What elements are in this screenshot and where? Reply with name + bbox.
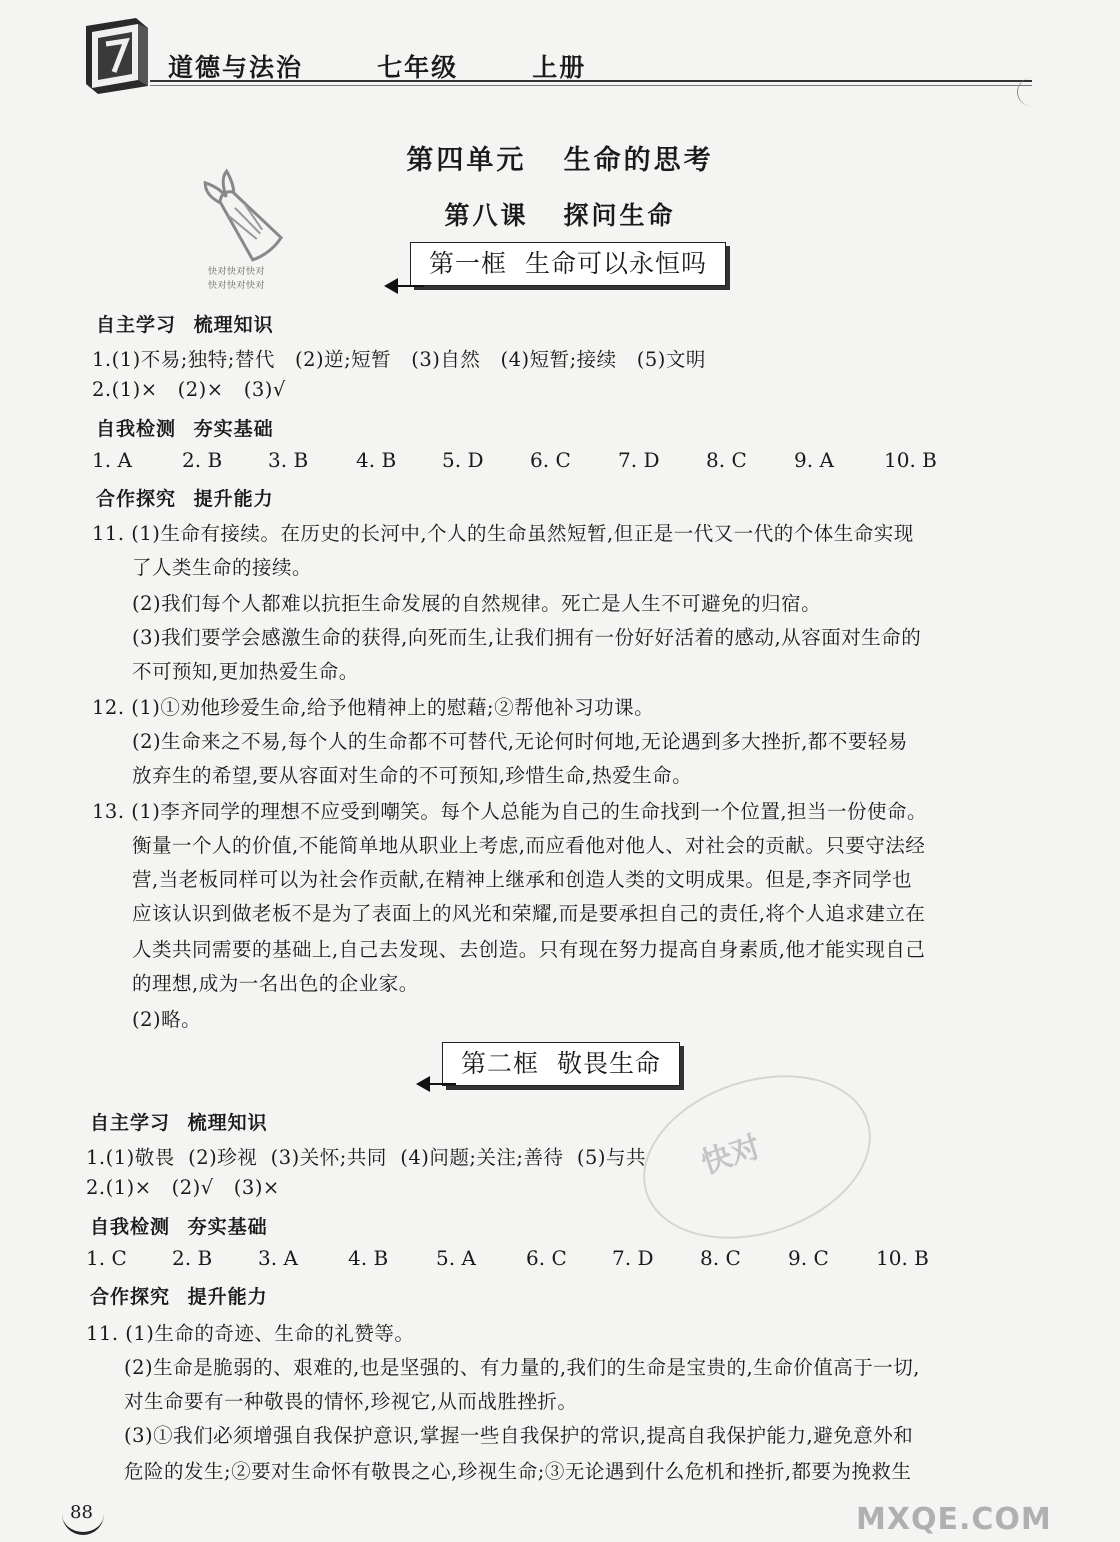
mcq-answer: 7. D (618, 448, 660, 472)
book-logo-icon (76, 14, 154, 94)
site-watermark: MXQE.COM (856, 1502, 1052, 1537)
answer-line: 人类共同需要的基础上,自己去发现、去创造。只有现在努力提高自身素质,他才能实现自己 (132, 938, 926, 961)
frame1-self-study-heading: 自主学习 梳理知识 (96, 314, 274, 336)
page-curl (1017, 78, 1032, 106)
answer-line: 营,当老板同样可以为社会作贡献,在精神上继承和创造人类的文明成果。但是,李齐同学也 (132, 868, 913, 891)
answer-line: 12. (1)①劝他珍爱生命,给予他精神上的慰藉;②帮他补习功课。 (92, 696, 655, 719)
frame2-explore-heading: 合作探究 提升能力 (90, 1286, 268, 1308)
mcq-answer: 8. C (706, 448, 747, 472)
answer-line: 应该认识到做老板不是为了表面上的风光和荣耀,而是要承担自己的责任,将个人追求建立在 (132, 902, 926, 925)
frame2-self-study-line: 1.(1)敬畏 (2)珍视 (3)关怀;共同 (4)问题;关注;善待 (5)与共 (86, 1146, 647, 1169)
mcq-answer: 5. A (436, 1246, 476, 1270)
mcq-answer: 4. B (356, 448, 397, 472)
mcq-answer: 1. C (86, 1246, 127, 1270)
book-title: 道德与法治 七年级 上册 (168, 53, 587, 82)
section-frame-2-title: 第二框 敬畏生命 (442, 1042, 680, 1086)
sticker-caption-1: 快对快对快对 (208, 267, 266, 277)
answer-line: (2)我们每个人都难以抗拒生命发展的自然规律。死亡是人生不可避免的归宿。 (132, 592, 822, 615)
mcq-answer: 2. B (172, 1246, 213, 1270)
lesson-title: 第八课 探问生命 (444, 201, 676, 230)
frame1-explore-heading: 合作探究 提升能力 (96, 488, 274, 510)
answer-line: 对生命要有一种敬畏的情怀,珍视它,从而战胜挫折。 (124, 1390, 578, 1413)
unit-title: 第四单元 生命的思考 (406, 145, 714, 176)
frame2-check-heading: 自我检测 夯实基础 (90, 1216, 268, 1238)
answer-line: (2)生命来之不易,每个人的生命都不可替代,无论何时何地,无论遇到多大挫折,都不要轻易 (132, 730, 908, 753)
mcq-answer: 1. A (92, 448, 132, 472)
frame1-check-heading: 自我检测 夯实基础 (96, 418, 274, 440)
mcq-answer: 3. B (268, 448, 309, 472)
mcq-answer: 3. A (258, 1246, 298, 1270)
frame2-mcq-answers (86, 1246, 966, 1274)
section-frame-1-title: 第一框 生命可以永恒吗 (410, 242, 726, 286)
mcq-answer: 9. A (794, 448, 834, 472)
arrow-left-icon (384, 276, 424, 296)
mcq-answer: 10. B (884, 448, 937, 472)
sticker-caption-2: 快对快对快对 (208, 281, 266, 291)
mcq-answer: 7. D (612, 1246, 654, 1270)
mcq-answer: 9. C (788, 1246, 829, 1270)
frame1-self-study-line: 2.(1)× (2)× (3)√ (92, 378, 286, 401)
answer-line: 放弃生的希望,要从容面对生命的不可预知,珍惜生命,热爱生命。 (132, 764, 693, 787)
answer-line: 11. (1)生命的奇迹、生命的礼赞等。 (86, 1322, 415, 1345)
arrow-left-icon (416, 1074, 456, 1094)
answer-line: 衡量一个人的价值,不能简单地从职业上考虑,而应看他对他人、对社会的贡献。只要守法经 (132, 834, 926, 857)
answer-line: (3)①我们必须增强自我保护意识,掌握一些自我保护的常识,提高自我保护能力,避免意外和 (124, 1424, 914, 1447)
mcq-answer: 6. C (530, 448, 571, 472)
watermark-text: 快对 (697, 1129, 766, 1182)
mcq-answer: 2. B (182, 448, 223, 472)
mcq-answer: 8. C (700, 1246, 741, 1270)
answer-line: (2)生命是脆弱的、艰难的,也是坚强的、有力量的,我们的生命是宝贵的,生命价值高于一切, (124, 1356, 920, 1379)
frame1-self-study-line: 1.(1)不易;独特;替代 (2)逆;短暂 (3)自然 (4)短暂;接续 (5)文明 (92, 348, 706, 371)
mcq-answer: 4. B (348, 1246, 389, 1270)
mcq-answer: 10. B (876, 1246, 929, 1270)
answer-line: 不可预知,更加热爱生命。 (132, 660, 359, 683)
answer-line: 13. (1)李齐同学的理想不应受到嘲笑。每个人总能为自己的生命找到一个位置,担当一份使命。 (92, 800, 928, 823)
answer-line: 11. (1)生命有接续。在历史的长河中,个人的生命虽然短暂,但正是一代又一代的个体生命实现 (92, 522, 914, 545)
page-number-text: 88 (70, 1502, 93, 1523)
mcq-answer: 6. C (526, 1246, 567, 1270)
answer-line: (2)略。 (132, 1008, 202, 1031)
frame2-self-study-heading: 自主学习 梳理知识 (90, 1112, 268, 1134)
answer-line: 的理想,成为一名出色的企业家。 (132, 972, 419, 995)
header-rule (150, 80, 1032, 88)
answer-line: (3)我们要学会感激生命的获得,向死而生,让我们拥有一份好好活着的感动,从容面对生命的 (132, 626, 922, 649)
answer-line: 危险的发生;②要对生命怀有敬畏之心,珍视生命;③无论遇到什么危机和挫折,都要为挽救生 (124, 1460, 912, 1483)
mcq-answer: 5. D (442, 448, 484, 472)
frame2-self-study-line: 2.(1)× (2)√ (3)× (86, 1176, 280, 1199)
frame1-mcq-answers (92, 448, 972, 476)
page-header (0, 0, 1032, 110)
page-number (62, 1502, 106, 1532)
answer-line: 了人类生命的接续。 (132, 556, 313, 579)
